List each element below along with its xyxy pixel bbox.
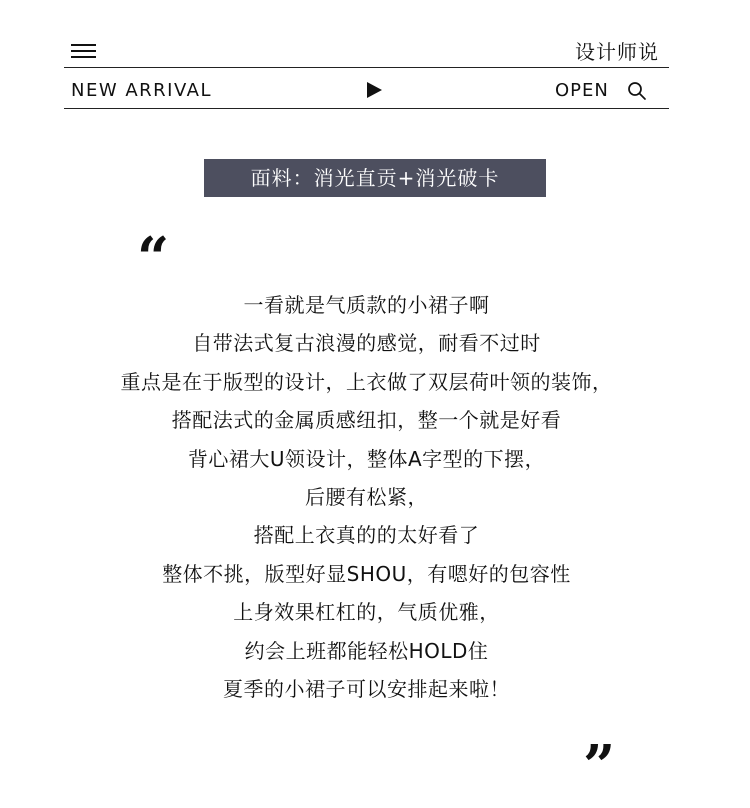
bottom-rule	[64, 108, 669, 109]
top-rule	[64, 67, 669, 68]
brand-title: 设计师说	[575, 40, 659, 64]
play-icon[interactable]	[367, 82, 382, 98]
fabric-label: 面料：消光直贡+消光破卡	[204, 159, 546, 197]
open-link[interactable]: OPEN	[555, 80, 609, 101]
product-copy	[0, 286, 733, 708]
close-quote-mark: ”	[583, 733, 616, 799]
search-icon[interactable]	[627, 81, 647, 101]
menu-icon[interactable]	[71, 44, 96, 58]
open-quote-mark: “	[137, 225, 170, 291]
copy-line: 自带法式复古浪漫的感觉，耐看不过时	[192, 331, 541, 356]
copy-line: 整体不挑，版型好显SHOU，有嗯好的包容性	[162, 561, 571, 586]
new-arrival-label: NEW ARRIVAL	[71, 80, 212, 101]
copy-line: 搭配法式的金属质感纽扣，整一个就是好看	[171, 408, 562, 433]
menu-icon-bar	[71, 50, 96, 52]
menu-icon-bar	[71, 44, 96, 46]
copy-line: 上身效果杠杠的，气质优雅，	[233, 600, 500, 625]
menu-icon-bar	[71, 56, 96, 58]
copy-line: 约会上班都能轻松HOLD住	[244, 638, 489, 663]
copy-line: 背心裙大U领设计，整体A字型的下摆，	[187, 446, 546, 471]
copy-line: 重点是在于版型的设计，上衣做了双层荷叶领的装饰，	[120, 369, 613, 394]
copy-line: 后腰有松紧，	[305, 485, 428, 510]
copy-line: 一看就是气质款的小裙子啊	[243, 293, 490, 317]
copy-line: 搭配上衣真的的太好看了	[253, 523, 480, 548]
copy-line: 夏季的小裙子可以安排起来啦！	[223, 677, 510, 702]
